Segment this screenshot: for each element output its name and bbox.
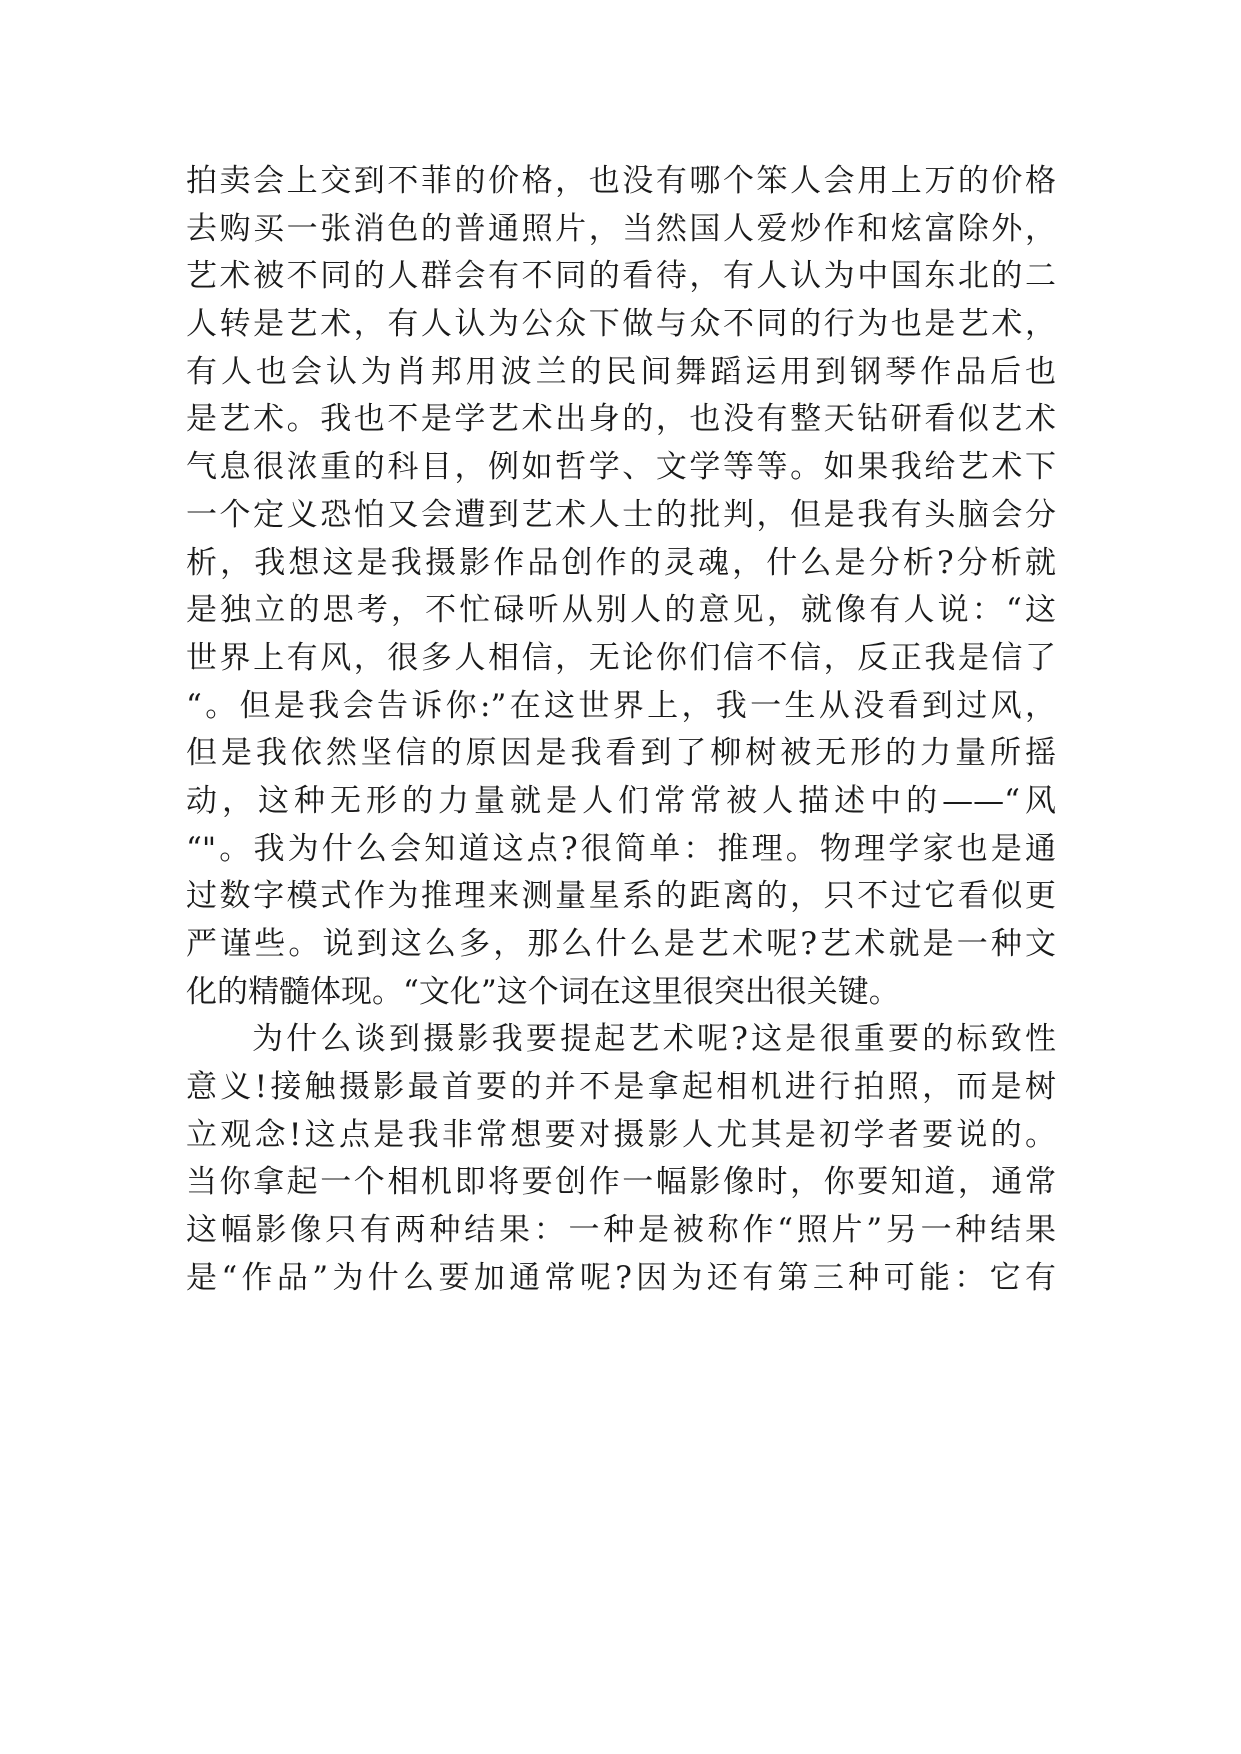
- text-line: 当你拿起一个相机即将要创作一幅影像时，你要知道，通常: [186, 1164, 1056, 1201]
- text-line: 是独立的思考，不忙碌听从别人的意见，就像有人说：“这: [186, 592, 1056, 629]
- text-line: 艺术被不同的人群会有不同的看待，有人认为中国东北的二: [186, 258, 1056, 295]
- paragraph-2: [186, 1016, 1056, 1302]
- text-line: 化的精髓体现。“文化”这个词在这里很突出很关键。: [186, 973, 900, 1010]
- text-line: 过数字模式作为推理来测量星系的距离的，只不过它看似更: [186, 878, 1056, 915]
- text-line: 意义!接触摄影最首要的并不是拿起相机进行拍照，而是树: [186, 1069, 1056, 1106]
- text-line: “。但是我会告诉你:”在这世界上，我一生从没看到过风，: [186, 687, 1056, 724]
- text-line: 严谨些。说到这么多，那么什么是艺术呢?艺术就是一种文: [186, 926, 1056, 962]
- text-line: 去购买一张消色的普通照片，当然国人爱炒作和炫富除外，: [186, 210, 1056, 247]
- paragraph-1: [186, 158, 1056, 1016]
- body-text: [186, 158, 1056, 1303]
- text-line: 这幅影像只有两种结果：一种是被称作“照片”另一种结果: [186, 1212, 1056, 1249]
- text-line: 为什么谈到摄影我要提起艺术呢?这是很重要的标致性: [252, 1021, 1056, 1058]
- text-line: “"。我为什么会知道这点?很简单：推理。物理学家也是通: [186, 830, 1056, 867]
- text-line: 人转是艺术，有人认为公众下做与众不同的行为也是艺术，: [186, 306, 1056, 343]
- text-line: 一个定义恐怕又会遭到艺术人士的批判，但是我有头脑会分: [186, 496, 1056, 533]
- text-line: 有人也会认为肖邦用波兰的民间舞蹈运用到钢琴作品后也: [186, 353, 1056, 390]
- text-line: 是艺术。我也不是学艺术出身的，也没有整天钻研看似艺术: [186, 401, 1056, 438]
- text-line: 动，这种无形的力量就是人们常常被人描述中的——“风: [186, 782, 1056, 819]
- text-line: 立观念!这点是我非常想要对摄影人尤其是初学者要说的。: [186, 1116, 1056, 1153]
- text-line: 析，我想这是我摄影作品创作的灵魂，什么是分析?分析就: [186, 544, 1056, 581]
- text-line: 但是我依然坚信的原因是我看到了柳树被无形的力量所摇: [186, 735, 1056, 772]
- text-line: 气息很浓重的科目，例如哲学、文学等等。如果我给艺术下: [186, 449, 1056, 486]
- text-line: 是“作品”为什么要加通常呢?因为还有第三种可能：它有: [186, 1259, 1056, 1296]
- text-line: 拍卖会上交到不菲的价格，也没有哪个笨人会用上万的价格: [186, 163, 1056, 199]
- text-line: 世界上有风，很多人相信，无论你们信不信，反正我是信了: [186, 639, 1056, 676]
